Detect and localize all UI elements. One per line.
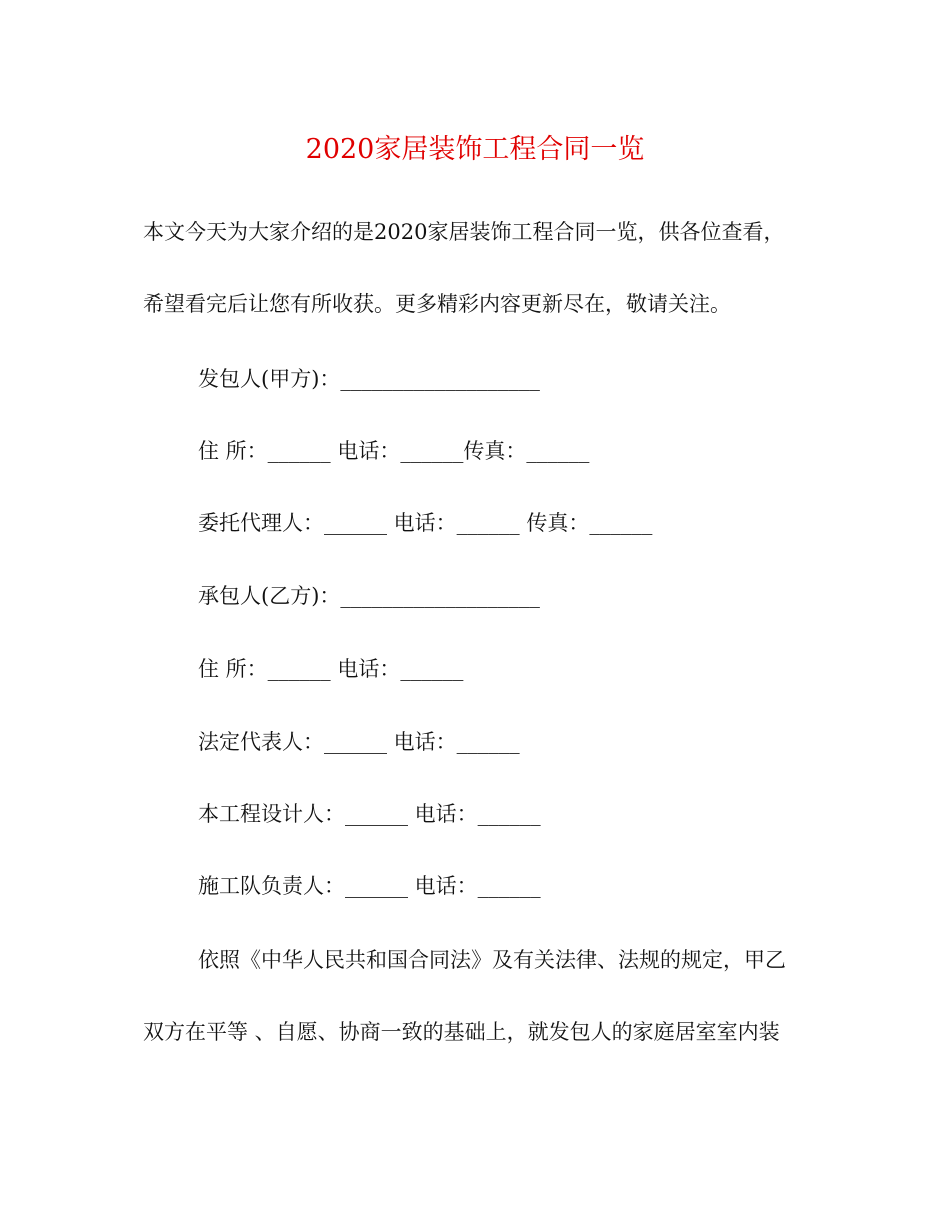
field-construction-lead: 施工队负责人：______ 电话：______: [198, 874, 541, 898]
body-line-1: 依照《中华人民共和国合同法》及有关法律、法规的规定，甲乙: [198, 948, 786, 972]
field-employer-address: 住 所：______ 电话：______传真：______: [198, 439, 590, 463]
body-line-2: 双方在平等 、自愿、协商一致的基础上，就发包人的家庭居室室内装: [143, 1020, 780, 1044]
field-contractor: 承包人(乙方)：___________________: [198, 584, 540, 608]
field-employer: 发包人(甲方)：___________________: [198, 367, 540, 391]
intro-line-2: 希望看完后让您有所收获。更多精彩内容更新尽在，敬请关注。: [143, 292, 731, 316]
field-agent: 委托代理人：______ 电话：______ 传真：______: [198, 511, 653, 535]
intro-line-1: 本文今天为大家介绍的是2020家居装饰工程合同一览，供各位查看，: [143, 220, 785, 244]
document-title: 2020家居装饰工程合同一览: [305, 134, 645, 165]
field-designer: 本工程设计人：______ 电话：______: [198, 802, 541, 826]
field-legal-representative: 法定代表人：______ 电话：______: [198, 730, 520, 754]
field-contractor-address: 住 所：______ 电话：______: [198, 657, 464, 681]
